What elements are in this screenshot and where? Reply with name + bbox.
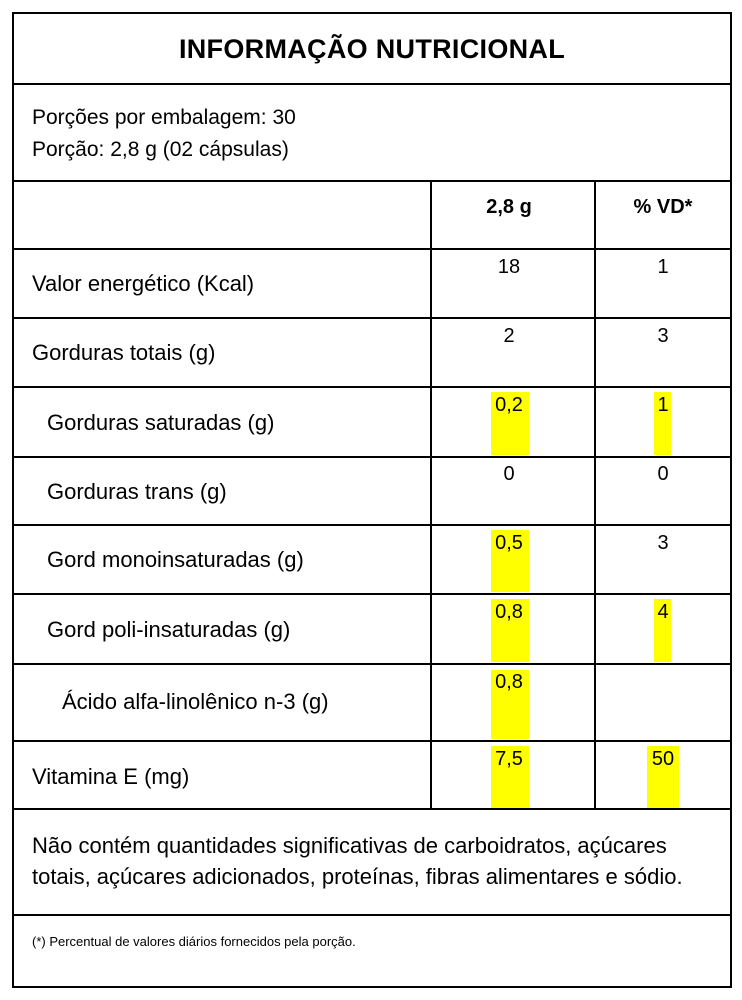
footer-text: Não contém quantidades significativas de carboidratos, açúcares totais, açúcares adicionados, proteínas, fibras alimentares e sódio. bbox=[32, 833, 683, 889]
servings-per-package: Porções por embalagem: 30 bbox=[32, 106, 296, 129]
row-label-trans-fat: Gorduras trans (g) bbox=[47, 479, 227, 504]
row-dv: 50 bbox=[651, 748, 675, 770]
divider bbox=[14, 456, 730, 458]
row-label-monounsaturated-fat: Gord monoinsaturadas (g) bbox=[47, 547, 304, 572]
row-amount: 0,8 bbox=[495, 601, 523, 623]
row-amount: 18 bbox=[497, 256, 521, 278]
column-divider bbox=[594, 180, 596, 809]
column-divider bbox=[430, 180, 432, 809]
divider bbox=[14, 524, 730, 526]
table-title: INFORMAÇÃO NUTRICIONAL bbox=[178, 34, 566, 64]
row-label-alpha-linolenic-acid: Ácido alfa-linolênico n-3 (g) bbox=[62, 689, 329, 714]
row-amount: 7,5 bbox=[495, 748, 523, 770]
row-label-vitamin-e: Vitamina E (mg) bbox=[32, 764, 190, 789]
row-dv: 1 bbox=[657, 394, 669, 416]
row-dv: 3 bbox=[657, 325, 669, 347]
divider bbox=[14, 663, 730, 665]
divider bbox=[14, 386, 730, 388]
divider bbox=[14, 808, 730, 810]
row-label-total-fat: Gorduras totais (g) bbox=[32, 340, 216, 365]
divider bbox=[14, 740, 730, 742]
row-label-polyunsaturated-fat: Gord poli-insaturadas (g) bbox=[47, 617, 291, 642]
footnote: (*) Percentual de valores diários fornecidos pela porção. bbox=[32, 934, 356, 949]
row-dv: 4 bbox=[657, 601, 669, 623]
row-amount: 2 bbox=[503, 325, 515, 347]
divider bbox=[14, 593, 730, 595]
column-header-dv: % VD* bbox=[633, 196, 693, 218]
row-amount: 0,8 bbox=[495, 671, 523, 693]
column-header-amount: 2,8 g bbox=[486, 196, 532, 218]
row-dv: 0 bbox=[657, 463, 669, 485]
row-dv: 1 bbox=[657, 256, 669, 278]
divider bbox=[14, 248, 730, 250]
serving-size: Porção: 2,8 g (02 cápsulas) bbox=[32, 138, 289, 161]
divider bbox=[14, 914, 730, 916]
row-dv: 3 bbox=[657, 532, 669, 554]
row-amount: 0,5 bbox=[495, 532, 523, 554]
row-amount: 0,2 bbox=[495, 394, 523, 416]
row-label-energy: Valor energético (Kcal) bbox=[32, 271, 255, 296]
row-label-saturated-fat: Gorduras saturadas (g) bbox=[47, 410, 275, 435]
row-amount: 0 bbox=[503, 463, 515, 485]
divider bbox=[14, 317, 730, 319]
nutrition-table bbox=[12, 12, 732, 988]
divider bbox=[14, 180, 730, 182]
serving-info bbox=[32, 102, 296, 166]
